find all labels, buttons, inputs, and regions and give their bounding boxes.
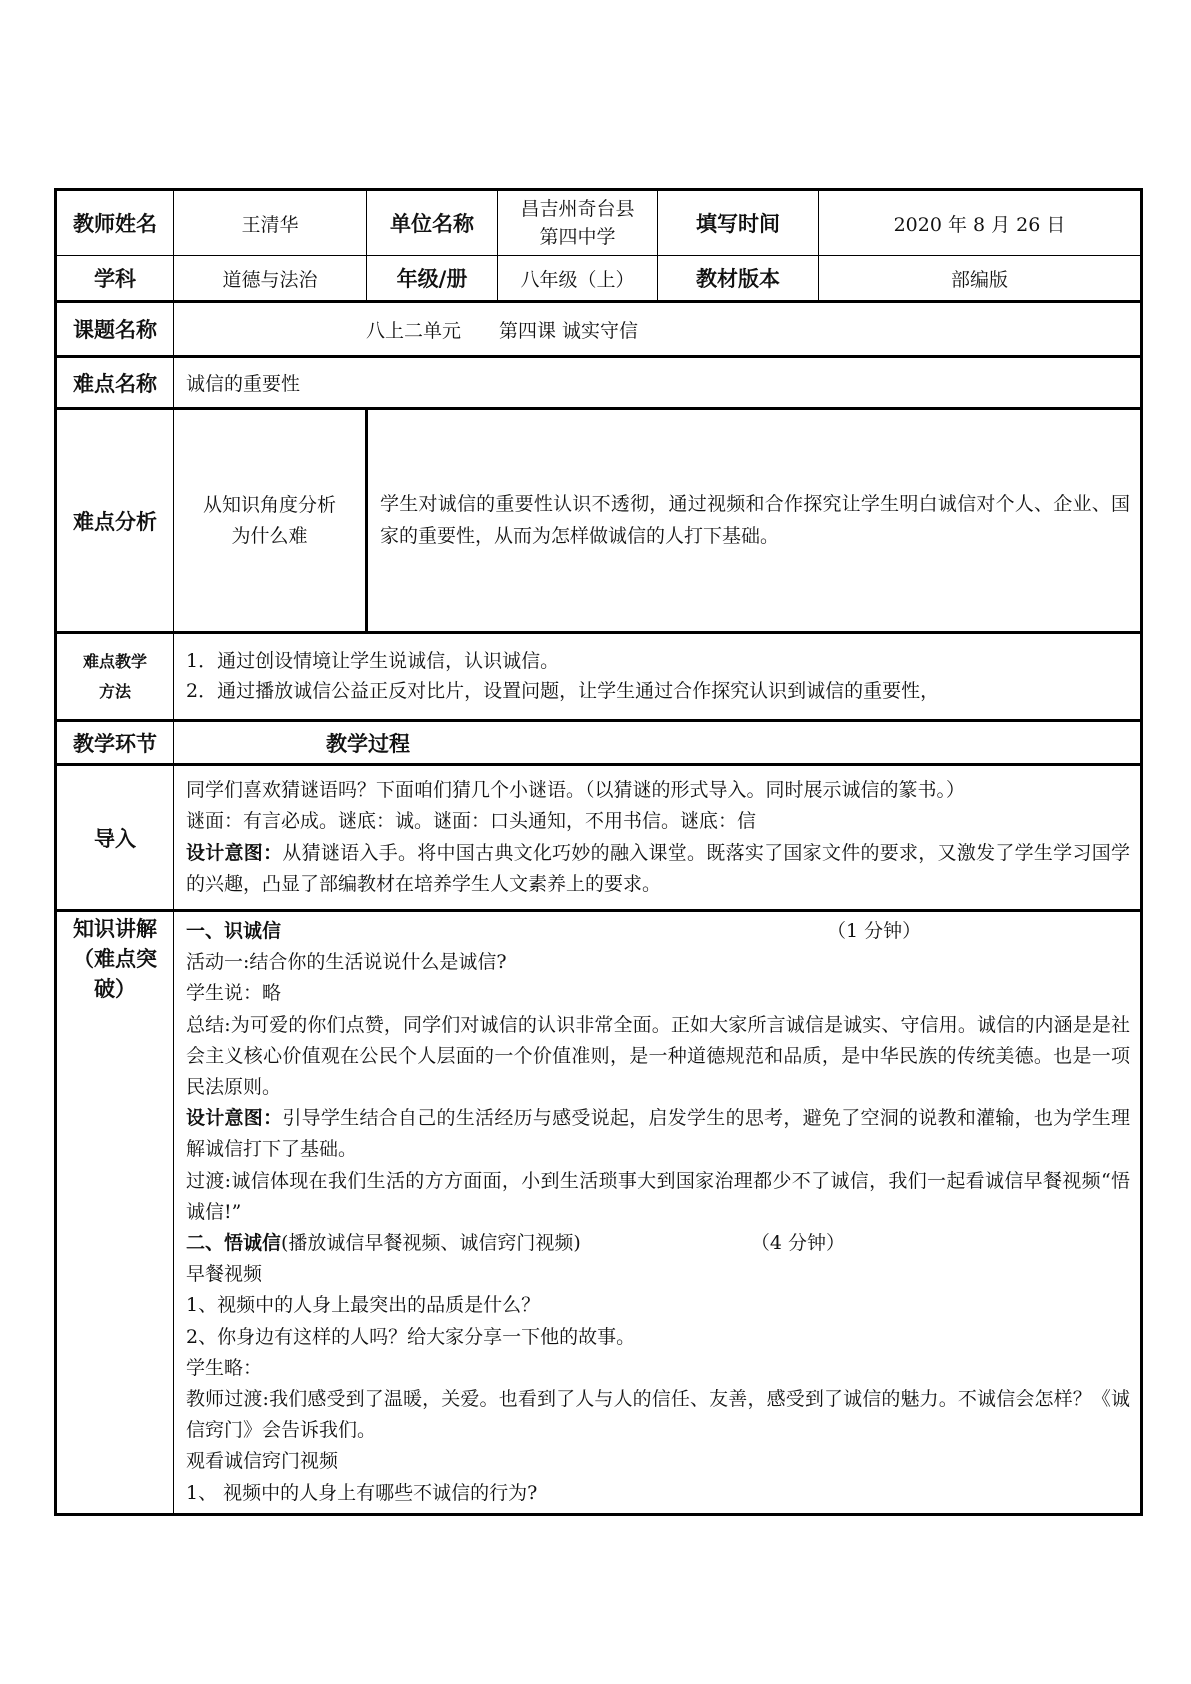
method-text bbox=[174, 633, 1142, 721]
question-3: 1、 视频中的人身上有哪些不诚信的行为? bbox=[186, 1481, 538, 1504]
unit-value-line2: 第四中学 bbox=[539, 226, 616, 248]
transition: 过渡:诚信体现在我们生活的方方面面，小到生活琐事大到国家治理都少不了诚信，我们一起看诚信早餐视频“悟诚信!” bbox=[186, 1169, 1130, 1223]
student-answer-1: 学生说：略 bbox=[186, 982, 282, 1005]
summary: 总结:为可爱的你们点赞，同学们对诚信的认识非常全面。正如大家所言诚信是诚实、守信用。诚信的内涵是是社会主义核心价值观在公民个人层面的一个价值准则，是一种道德规范和品质，是中华民族的传统美德。也是一项民法原则。 bbox=[186, 1013, 1130, 1099]
date-label: 填写时间 bbox=[658, 190, 819, 256]
edition-label: 教材版本 bbox=[658, 256, 819, 302]
method-label-line2: 方法 bbox=[98, 681, 131, 701]
analysis-sub-label-line2: 为什么难 bbox=[231, 524, 308, 547]
section-2-time: （4 分钟） bbox=[750, 1232, 845, 1255]
process-label: 教学环节 bbox=[56, 721, 174, 765]
method-item-1: 1．通过创设情境让学生说诚信，认识诚信。 bbox=[186, 649, 560, 672]
topic-value: 八上二单元 第四课 诚实守信 bbox=[174, 302, 1142, 357]
section-1-heading bbox=[186, 916, 1130, 947]
question-2: 2、你身边有这样的人吗？给大家分享一下他的故事。 bbox=[186, 1325, 636, 1348]
difficulty-value: 诚信的重要性 bbox=[174, 357, 1142, 409]
student-answer-2: 学生略： bbox=[186, 1356, 263, 1379]
grade-value: 八年级（上） bbox=[498, 256, 658, 302]
teacher-value: 王清华 bbox=[174, 190, 367, 256]
activity-1: 活动一:结合你的生活说说什么是诚信? bbox=[186, 951, 507, 974]
edition-value: 部编版 bbox=[819, 256, 1142, 302]
subject-label: 学科 bbox=[56, 256, 174, 302]
section-2-title: 二、悟诚信 bbox=[186, 1232, 282, 1255]
video-2: 观看诚信窍门视频 bbox=[186, 1450, 339, 1473]
intro-label: 导入 bbox=[56, 765, 174, 911]
intro-design-text: 从猜谜语入手。将中国古典文化巧妙的融入课堂。既落实了国家文件的要求，又激发了学生学习国学的兴趣，凸显了部编教材在培养学生人文素养上的要求。 bbox=[186, 841, 1130, 895]
analysis-sub-label-line1: 从知识角度分析 bbox=[202, 493, 336, 516]
knowledge-text bbox=[174, 911, 1142, 1515]
difficulty-label: 难点名称 bbox=[56, 357, 174, 409]
knowledge-label-line2: （难点突 bbox=[73, 947, 157, 971]
section-2-note: (播放诚信早餐视频、诚信窍门视频) bbox=[281, 1232, 581, 1255]
section-2-heading bbox=[186, 1228, 1130, 1259]
intro-design bbox=[186, 838, 1130, 901]
process-value: 教学过程 bbox=[174, 721, 1142, 765]
knowledge-design-label: 设计意图： bbox=[186, 1107, 283, 1130]
knowledge-label bbox=[56, 911, 174, 1515]
knowledge-label-line3: 破） bbox=[94, 977, 136, 1001]
intro-line-2: 谜面：有言必成。谜底：诚。谜面：口头通知，不用书信。谜底：信 bbox=[186, 810, 757, 832]
unit-value-line1: 昌吉州奇台县 bbox=[520, 198, 635, 220]
question-1: 1、视频中的人身上最突出的品质是什么？ bbox=[186, 1294, 541, 1317]
method-label bbox=[56, 633, 174, 721]
method-label-line1: 难点教学 bbox=[82, 651, 147, 671]
section-1-title: 一、识诚信 bbox=[186, 920, 282, 942]
analysis-label: 难点分析 bbox=[56, 409, 174, 633]
method-item-2: 2．通过播放诚信公益正反对比片，设置问题，让学生通过合作探究认识到诚信的重要性， bbox=[186, 679, 940, 702]
unit-label: 单位名称 bbox=[367, 190, 498, 256]
date-value: 2020 年 8 月 26 日 bbox=[819, 190, 1142, 256]
intro-line-1: 同学们喜欢猜谜语吗？下面咱们猜几个小谜语。（以猜谜的形式导入。同时展示诚信的篆书。） bbox=[186, 778, 966, 801]
video-1: 早餐视频 bbox=[186, 1263, 263, 1286]
unit-value bbox=[498, 190, 658, 256]
knowledge-label-line1: 知识讲解 bbox=[73, 917, 157, 941]
intro-text bbox=[174, 765, 1142, 911]
topic-label: 课题名称 bbox=[56, 302, 174, 357]
teacher-transition: 教师过渡:我们感受到了温暖，关爱。也看到了人与人的信任、友善，感受到了诚信的魅力。不诚信会怎样？《诚信窍门》会告诉我们。 bbox=[186, 1388, 1130, 1442]
knowledge-design bbox=[186, 1103, 1130, 1165]
subject-value: 道德与法治 bbox=[174, 256, 367, 302]
intro-design-label: 设计意图： bbox=[186, 841, 283, 864]
teacher-label: 教师姓名 bbox=[56, 190, 174, 256]
lesson-plan-table bbox=[54, 188, 1143, 1516]
grade-label: 年级/册 bbox=[367, 256, 498, 302]
knowledge-design-text: 引导学生结合自己的生活经历与感受说起，启发学生的思考，避免了空洞的说教和灌输，也为学生理解诚信打下了基础。 bbox=[186, 1107, 1130, 1161]
analysis-text: 学生对诚信的重要性认识不透彻，通过视频和合作探究让学生明白诚信对个人、企业、国家的重要性，从而为怎样做诚信的人打下基础。 bbox=[367, 409, 1142, 633]
section-1-time: （1 分钟） bbox=[827, 920, 922, 942]
analysis-sub-label bbox=[174, 409, 367, 633]
